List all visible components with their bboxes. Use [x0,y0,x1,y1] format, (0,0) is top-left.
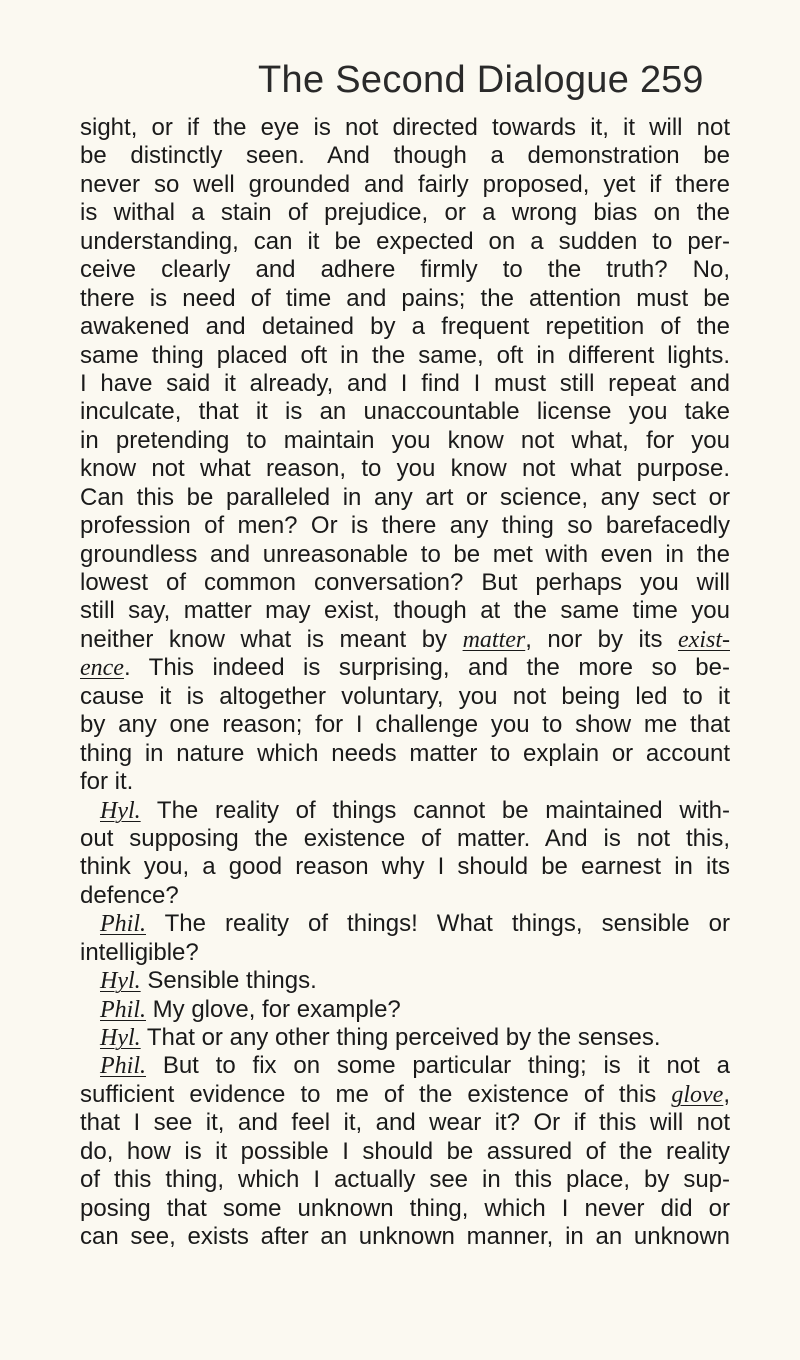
text-line: out supposing the existence of matter. And is not this, [80,824,730,852]
page-number: 259 [640,59,704,101]
emphasis-existence-cont: ence [80,655,124,682]
body-text [80,114,730,1252]
text-line: thing in nature which needs matter to explain or account [80,739,730,767]
text-line: inculcate, that it is an unaccountable license you take [80,398,730,426]
text-line: be distinctly seen. And though a demonstration be [80,142,730,170]
text-line: for it. [80,768,134,796]
speaker-hyl: Hyl. [100,1025,141,1051]
text-line: of this thing, which I actually see in this place, by sup- [80,1166,730,1194]
text-line: never so well grounded and fairly proposed, yet if there [80,170,730,198]
text-line [80,910,730,938]
text-line: do, how is it possible I should be assured of the reality [80,1137,730,1165]
text-run: The reality of things! What things, sensible or [146,910,730,938]
text-line: by any one reason; for I challenge you to show me that [80,711,730,739]
text-line: awakened and detained by a frequent repetition of the [80,313,730,341]
text-line [80,797,730,825]
speaker-phil: Phil. [100,996,146,1023]
text-line: intelligible? [80,938,199,966]
text-line: understanding, can it be expected on a sudden to per- [80,227,730,255]
text-line [80,1052,730,1080]
text-line: Can this be paralleled in any art or science, any sect or [80,483,730,511]
text-line: sight, or if the eye is not directed towards it, it will not [80,114,730,141]
text-line: groundless and unreasonable to be met with even in the [80,540,730,568]
running-head [0,56,800,104]
speaker-hyl: Hyl. [100,797,141,824]
speaker-phil: Phil. [100,1053,146,1080]
speaker-phil: Phil. [100,911,146,938]
text-line: I have said it already, and I find I must still repeat and [80,369,730,397]
text-line: know not what reason, to you know not what purpose. [80,455,730,483]
text-line: lowest of common conversation? But perhaps you will [80,569,730,596]
text-run: Sensible things. [140,967,317,995]
text-line [80,967,730,995]
text-line: is withal a stain of prejudice, or a wrong bias on the [80,199,730,227]
text-run: . This indeed is surprising, and the more so be- [123,654,730,682]
text-line [80,626,730,654]
text-line: can see, exists after an unknown manner, in an unknown [80,1223,730,1251]
text-run: , [723,1080,730,1108]
emphasis-glove: glove [671,1081,724,1108]
speaker-hyl: Hyl. [100,968,141,995]
text-line: in pretending to maintain you know not what, for you [80,426,730,454]
running-head-title: The Second Dialogue [258,59,630,101]
text-run: sufficient evidence to me of the existence of this [80,1080,672,1108]
text-line: same thing placed oft in the same, oft in different lights. [80,341,730,369]
emphasis-existence: exist- [678,626,730,653]
text-run: My glove, for example? [146,995,401,1023]
text-run: neither know what is meant by [80,625,463,653]
text-line: there is need of time and pains; the attention must be [80,284,730,312]
text-line: posing that some unknown thing, which I never did or [80,1194,730,1222]
emphasis-matter: matter [462,626,526,653]
text-run: The reality of things cannot be maintained with- [140,796,730,824]
text-run: But to fix on some particular thing; is it not a [146,1052,730,1080]
text-line [80,996,730,1024]
text-line [80,1081,730,1109]
text-line: cause it is altogether voluntary, you not being led to it [80,682,730,710]
text-line: ceive clearly and adhere firmly to the truth? No, [80,256,730,284]
text-line: defence? [80,881,179,909]
text-line [80,654,730,682]
text-line: still say, matter may exist, though at the same time you [80,597,730,625]
text-line: think you, a good reason why I should be earnest in its [80,853,730,881]
text-line: profession of men? Or is there any thing so barefacedly [80,512,730,540]
text-line: that I see it, and feel it, and wear it? Or if this will not [80,1109,730,1137]
text-run: That or any other thing perceived by the senses. [140,1024,661,1051]
text-run: , nor by its [525,625,679,653]
text-line [80,1024,730,1052]
